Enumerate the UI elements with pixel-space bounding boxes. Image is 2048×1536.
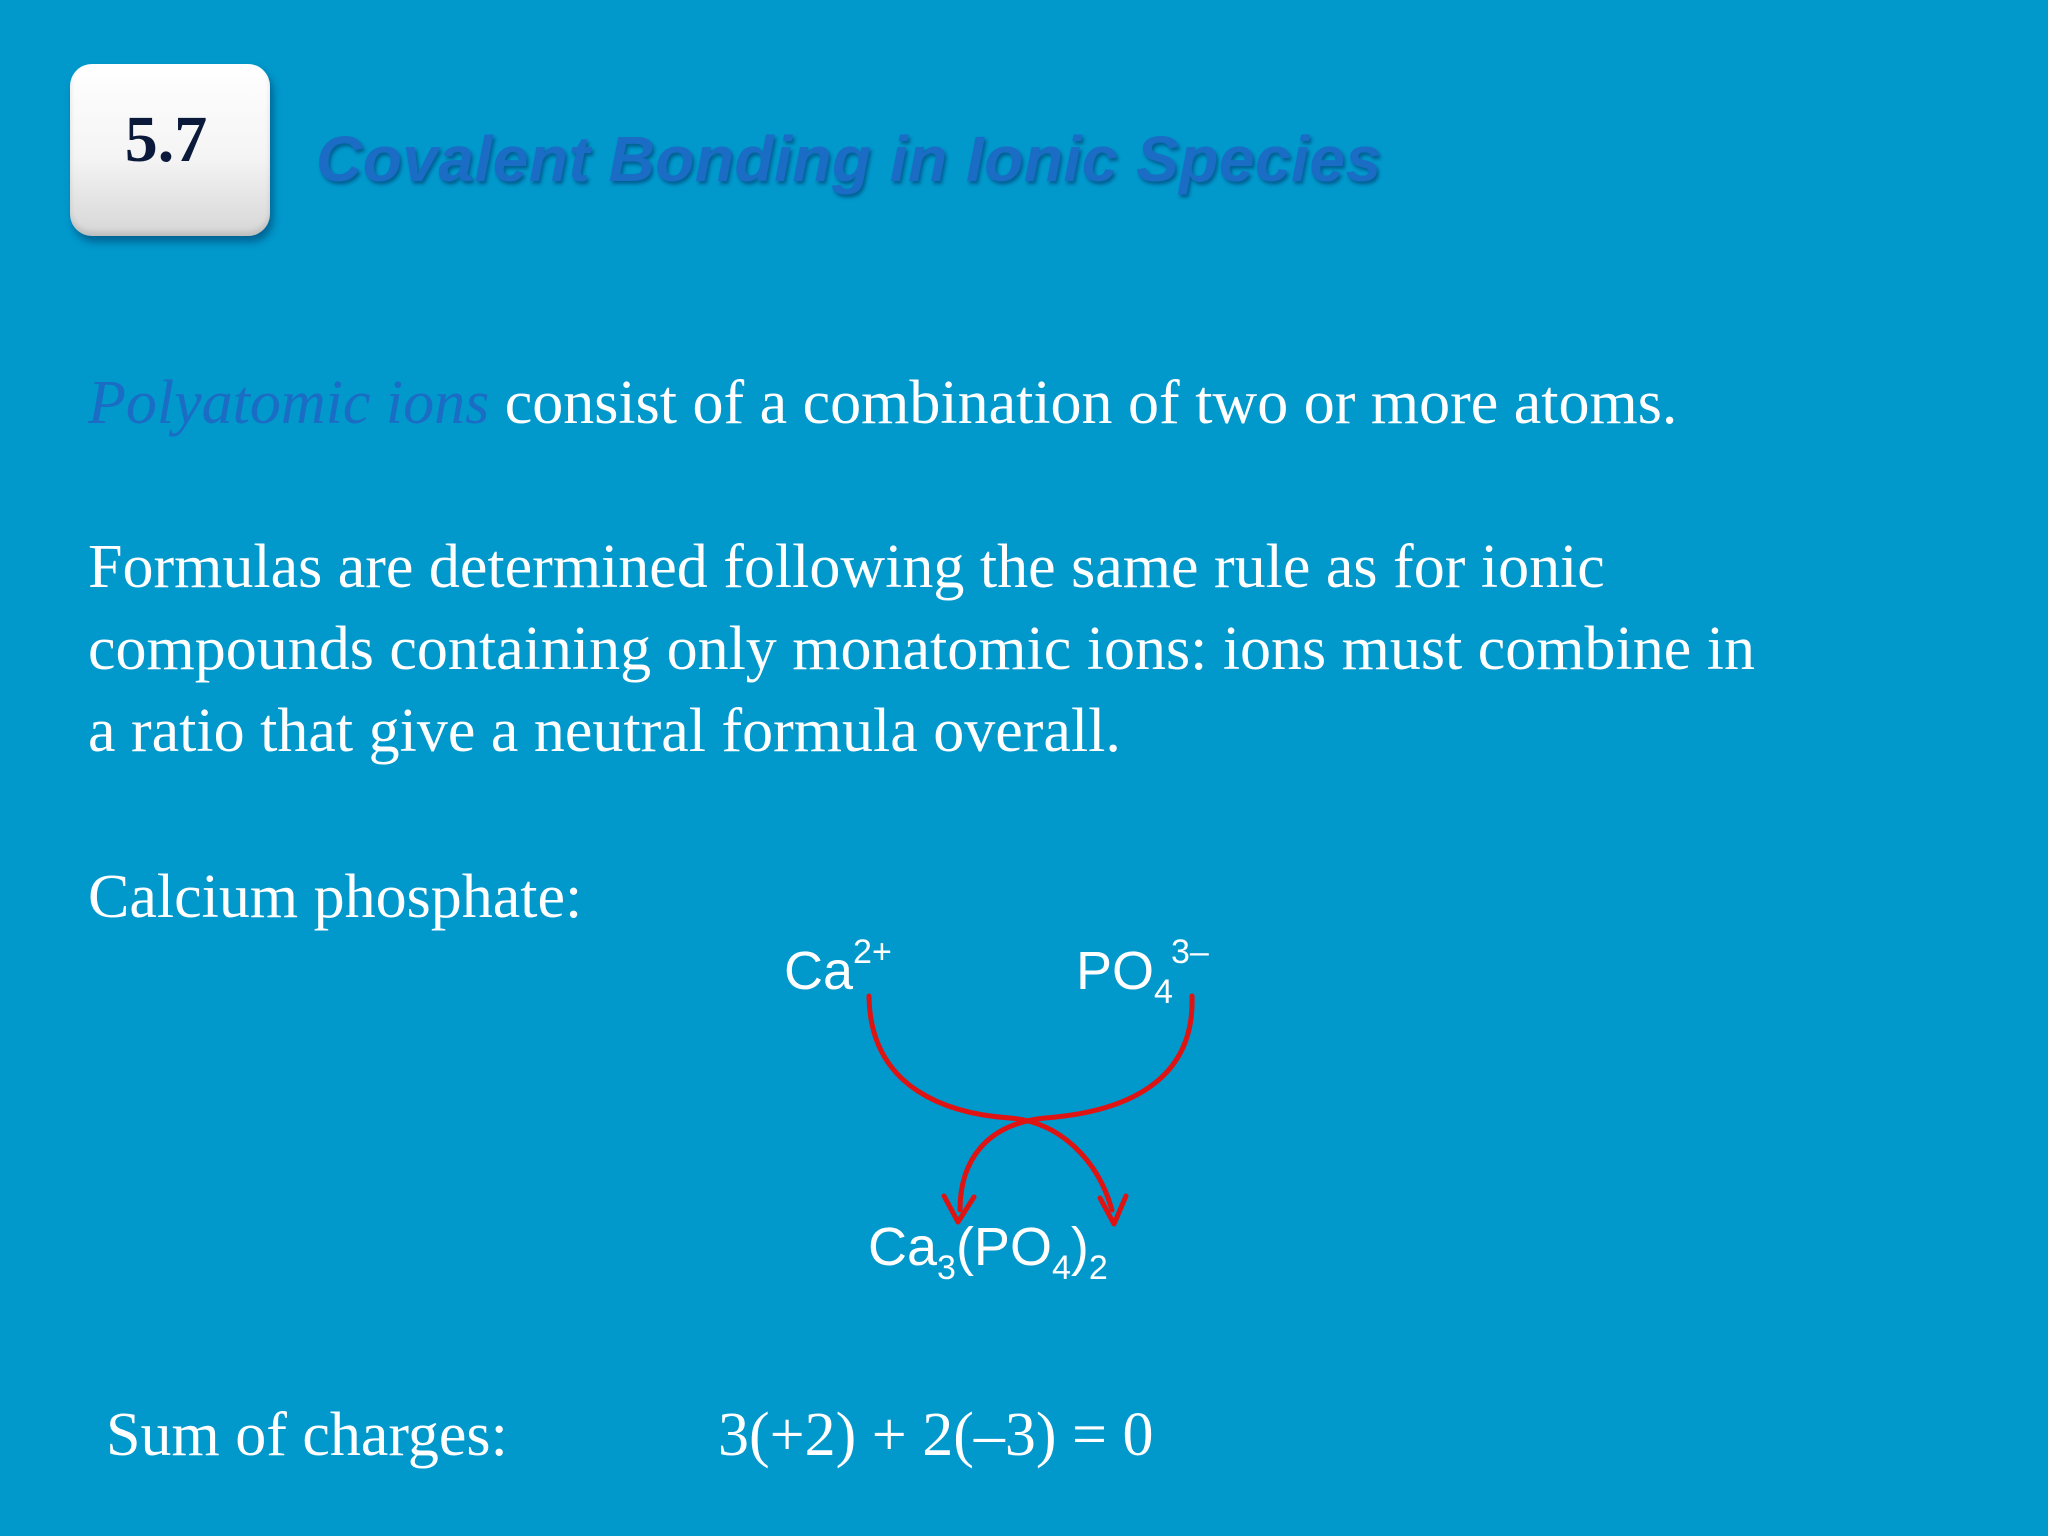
anion-charge: 3– [1170, 933, 1209, 971]
paragraph-line: a ratio that give a neutral formula overall. [88, 697, 1121, 765]
anion-subscript: 4 [1154, 973, 1173, 1011]
product-formula [868, 1216, 1108, 1287]
cation-charge: 2+ [853, 933, 892, 971]
sum-of-charges-label: Sum of charges: [106, 1401, 508, 1469]
product-part: Ca [868, 1217, 938, 1277]
anion-formula [1076, 933, 1209, 1011]
example-label: Calcium phosphate: [88, 863, 583, 931]
product-subscript: 4 [1051, 1249, 1071, 1287]
product-subscript: 2 [1088, 1249, 1108, 1287]
product-part: ) [1070, 1217, 1089, 1277]
anion-symbol: PO [1076, 941, 1155, 1001]
cation-symbol: Ca [784, 941, 854, 1001]
section-number: 5.7 [124, 103, 208, 176]
arrow-anion-to-product [960, 996, 1192, 1210]
slide-title: Covalent Bonding in Ionic Species [316, 123, 1382, 195]
paragraph-line: Formulas are determined following the same rule as for ionic [88, 533, 1605, 601]
paragraph-line: compounds containing only monatomic ions: ions must combine in [88, 615, 1755, 683]
product-part: (PO [955, 1217, 1052, 1277]
product-subscript: 3 [937, 1249, 956, 1287]
cation-formula [784, 933, 892, 1002]
key-term: Polyatomic ions [88, 369, 490, 437]
paragraph-text: consist of a combination of two or more atoms. [489, 369, 1678, 437]
sum-of-charges-equation: 3(+2) + 2(–3) = 0 [718, 1401, 1154, 1469]
arrow-cation-to-product [869, 996, 1112, 1210]
